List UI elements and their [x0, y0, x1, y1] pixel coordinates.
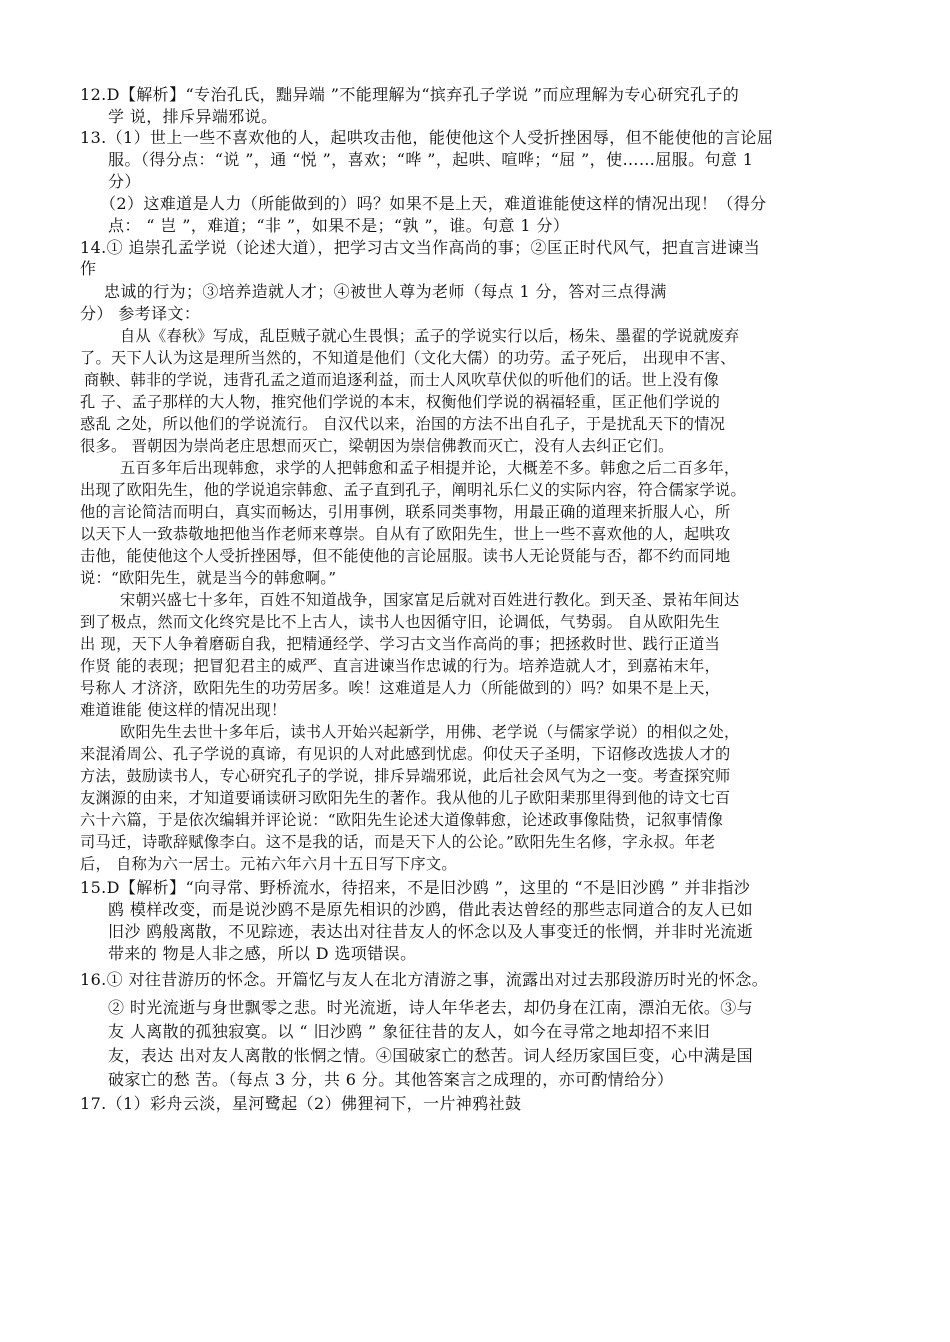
answer-13-line-2: 服。（得分点：“说 ”，通 “悦 ”，喜欢；“哗 ”，起哄、喧哗；“屈 ”，使……屈服。句意 1 [108, 150, 754, 169]
answer-15-line-1: 15.D【解析】“向寻常、野桥流水，待招来，不是旧沙鸥 ”，这里的 “不是旧沙鸥 ” 并非指沙 [80, 878, 751, 897]
answer-17-line: 17.（1）彩舟云淡，星河鹭起（2）佛狸祠下，一片神鸦社鼓 [80, 1094, 522, 1113]
translation-p2-line-5: 击他，能使他这个人受折挫困辱，但不能使他的言论屈服。读书人无论贤能与否，都不约而同地 [80, 547, 731, 565]
answer-14-line-1: 14.① 追崇孔孟学说（论述大道），把学习古文当作高尚的事；②匡正时代风气，把直言进谏当 [80, 238, 761, 257]
answer-16-line-1: 16.① 对往昔游历的怀念。开篇忆与友人在北方清游之事，流露出对过去那段游历时光的怀念。 [80, 970, 769, 989]
translation-p2-line-6: 说：“欧阳先生，就是当今的韩愈啊。” [80, 569, 337, 587]
answer-16-line-3: 友 人离散的孤独寂寞。以 “ 旧沙鸥 ” 象征往昔的友人，如今在寻常之地却招不来旧 [108, 1022, 711, 1041]
translation-p3-line-1: 宋朝兴盛七十多年，百姓不知道战争，国家富足后就对百姓进行教化。到天圣、景祐年间达 [120, 591, 740, 609]
answer-16-line-4: 友，表达 出对友人离散的怅惘之情。④国破家亡的愁苦。词人经历家国巨变，心中满是国 [108, 1046, 754, 1065]
translation-p4-line-2: 来混淆周公、孔子学说的真谛，有见识的人对此感到忧虑。仰仗天子圣明，下诏修改选拔人才的 [80, 745, 731, 763]
answer-13-line-4: （2）这难道是人力（所能做到的）吗？如果不是上天，难道谁能使这样的情况出现！（得分 [100, 194, 767, 213]
answer-13-line-3: 分） [108, 172, 141, 191]
translation-p2-line-3: 他的言论简洁而明白，真实而畅达，引用事例，联系同类事物，用最正确的道理来折服人心，所 [80, 503, 731, 521]
answer-16-line-2: ② 时光流逝与身世飘零之悲。时光流逝，诗人年华老去，却仍身在江南，漂泊无依。③与 [108, 998, 754, 1017]
translation-p3-line-3: 出 现，天下人争着磨砺自我，把精通经学、学习古文当作高尚的事；把拯救时世、践行正道当 [80, 635, 721, 653]
translation-p1-line-2: 了。天下人认为这是理所当然的，不知道是他们（文化大儒）的功劳。孟子死后， 出现申不害、 [80, 349, 736, 367]
translation-p1-line-6: 很多。 晋朝因为崇尚老庄思想而灭亡，梁朝因为崇信佛教而灭亡，没有人去纠正它们。 [80, 437, 674, 455]
answer-12-line-2: 学 说，排斥异端邪说。 [108, 107, 278, 126]
translation-p3-line-5: 号称人 才济济，欧阳先生的功劳居多。唉！这难道是人力（所能做到的）吗？如果不是上天， [80, 679, 721, 697]
answer-14-line-3: 忠诚的行为；③培养造就人才；④被世人尊为老师（每点 1 分，答对三点得满 [104, 282, 667, 301]
translation-p4-line-1: 欧阳先生去世十多年后，读书人开始兴起新学，用佛、老学说（与儒家学说）的相似之处， [120, 723, 740, 741]
translation-p1-line-3: 商鞅、韩非的学说，违背孔孟之道而追逐利益，而士人风吹草伏似的听他们的话。世上没有像 [84, 371, 719, 389]
translation-p4-line-4: 友渊源的由来，才知道要诵读研习欧阳先生的著作。我从他的儿子欧阳棐那里得到他的诗文七百 [80, 789, 731, 807]
answer-15-line-4: 带来的 物是人非之感，所以 D 选项错误。 [108, 944, 417, 963]
translation-p3-line-2: 到了极点，然而文化终究是比不上古人，读书人也因循守旧，论调低，气势弱。 自从欧阳先生 [80, 613, 721, 631]
answer-13-line-1: 13.（1）世上一些不喜欢他的人，起哄攻击他，能使他这个人受折挫困辱，但不能使他的言论屈 [80, 128, 774, 147]
translation-p1-line-1: 自从《春秋》写成，乱臣贼子就心生畏惧；孟子的学说实行以后，杨朱、墨翟的学说就废弃 [120, 327, 740, 345]
translation-p1-line-5: 惑乱 之处，所以他们的学说流行。 自汉代以来，治国的方法不出自孔子，于是扰乱天下的情况 [80, 415, 726, 433]
answer-16-line-5: 破家亡的愁 苦。（每点 3 分，共 6 分。其他答案言之成理的，亦可酌情给分） [108, 1070, 674, 1089]
translation-p4-line-3: 方法，鼓励读书人，专心研究孔子的学说，排斥异端邪说，此后社会风气为之一变。考查探究师 [80, 767, 731, 785]
translation-p4-line-6: 司马迁，诗歌辞赋像李白。这不是我的话，而是天下人的公论。”欧阳先生名修，字永叔。年老 [80, 833, 716, 851]
translation-p2-line-4: 以天下人一致恭敬地把他当作老师来尊崇。自从有了欧阳先生，世上一些不喜欢他的人，起哄攻 [80, 525, 731, 543]
answer-15-line-3: 旧沙 鸥般离散，不见踪迹，表达出对往昔友人的怀念以及人事变迁的怅惘，并非时光流逝 [108, 922, 754, 941]
translation-p4-line-7: 后， 自称为六一居士。元祐六年六月十五日写下序文。 [80, 855, 457, 873]
translation-p1-line-4: 孔 子、孟子那样的大人物，推究他们学说的本末，权衡他们学说的祸福轻重，匡正他们学说的 [80, 393, 721, 411]
translation-p3-line-4: 作贤 能的表现；把冒犯君主的威严、直言进谏当作忠诚的行为。培养造就人才，到嘉祐末年， [80, 657, 721, 675]
answer-12-line-1: 12.D【解析】“专治孔氏，黜异端 ”不能理解为“摈弃孔子学说 ”而应理解为专心研究孔子的 [80, 85, 740, 104]
translation-p2-line-1: 五百多年后出现韩愈，求学的人把韩愈和孟子相提并论，大概差不多。韩愈之后二百多年， [120, 459, 740, 477]
translation-p4-line-5: 六十六篇，于是依次编辑并评论说：“欧阳先生论述大道像韩愈，论述政事像陆贽，记叙事情像 [80, 811, 724, 829]
answer-14-line-2: 作 [80, 259, 97, 278]
translation-p2-line-2: 出现了欧阳先生，他的学说追宗韩愈、孟子直到孔子，阐明礼乐仁义的实际内容，符合儒家学说。 [80, 481, 746, 499]
answer-13-line-5: 点： “ 岂 ”，难道；“非 ”，如果不是；“孰 ”，谁。句意 1 分） [108, 216, 570, 235]
answer-15-line-2: 鸥 模样改变，而是说沙鸥不是原先相识的沙鸥，借此表达曾经的那些志同道合的友人已如 [108, 900, 754, 919]
answer-14-line-4: 分） 参考译文： [80, 304, 201, 323]
translation-p3-line-6: 难道谁能 使这样的情况出现！ [80, 701, 287, 719]
